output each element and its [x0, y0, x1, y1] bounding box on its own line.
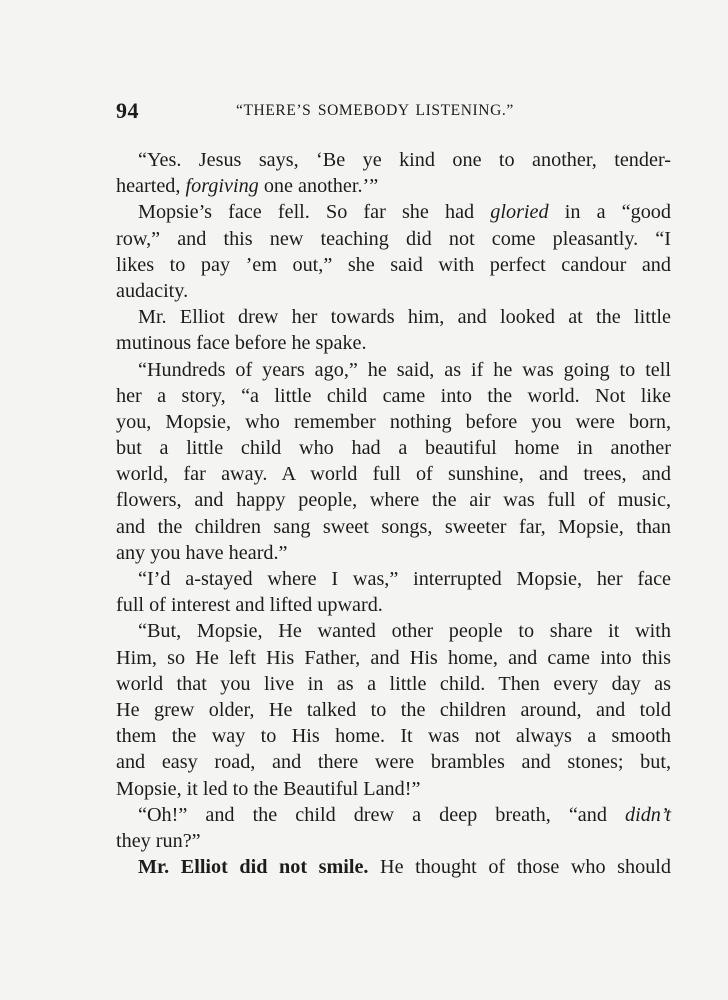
running-head: “THERE’S SOMEBODY LISTENING.”	[236, 102, 514, 119]
text-line: any you have heard.”	[116, 541, 288, 564]
text-line: mutinous face before he spake.	[116, 332, 367, 355]
text-line: “I’d a-stayed where I was,” interrupted Mopsie, her face	[138, 568, 671, 590]
text-line: they run?”	[116, 829, 201, 852]
text-line: “Hundreds of years ago,” he said, as if he was going to tell	[138, 358, 671, 381]
text-line: them the way to His home. It was not always a smooth	[116, 725, 671, 748]
text-line: world that you live in as a little child. Then every day as	[116, 672, 671, 695]
text-line: row,” and this new teaching did not come pleasantly. “I	[116, 227, 671, 250]
text-line: likes to pay ’em out,” she said with perfect candour and	[116, 253, 671, 276]
text-line: you, Mopsie, who remember nothing before you were born,	[116, 410, 671, 433]
text-line: He grew older, He talked to the children around, and told	[116, 698, 671, 721]
page-header	[116, 98, 671, 128]
text-line: hearted, forgiving one another.’”	[116, 175, 379, 198]
text-line: Mr. Elliot did not smile. He thought of those who should	[138, 856, 671, 879]
text-line: Mopsie, it led to the Beautiful Land!”	[116, 777, 421, 800]
text-line: but a little child who had a beautiful home in another	[116, 437, 671, 460]
text-line: audacity.	[116, 279, 189, 302]
text-line: “Oh!” and the child drew a deep breath, “and didn’t	[138, 803, 671, 826]
text-line: her a story, “a little child came into the world. Not like	[116, 384, 671, 407]
text-line: and the children sang sweet songs, sweeter far, Mopsie, than	[116, 515, 671, 538]
text-line: world, far away. A world full of sunshine, and trees, and	[116, 463, 671, 486]
text-line: flowers, and happy people, where the air was full of music,	[116, 489, 671, 512]
body-text	[116, 147, 671, 880]
text-line: full of interest and lifted upward.	[116, 594, 383, 617]
text-line: and easy road, and there were brambles and stones; but,	[116, 751, 671, 774]
text-line: Mopsie’s face fell. So far she had gloried in a “good	[138, 201, 671, 224]
text-line: “Yes. Jesus says, ‘Be ye kind one to another, tender-	[138, 149, 671, 171]
text-line: Him, so He left His Father, and His home, and came into this	[116, 646, 671, 669]
text-line: Mr. Elliot drew her towards him, and looked at the little	[138, 306, 671, 329]
page-number: 94	[116, 98, 139, 123]
text-line: “But, Mopsie, He wanted other people to share it with	[138, 620, 671, 643]
